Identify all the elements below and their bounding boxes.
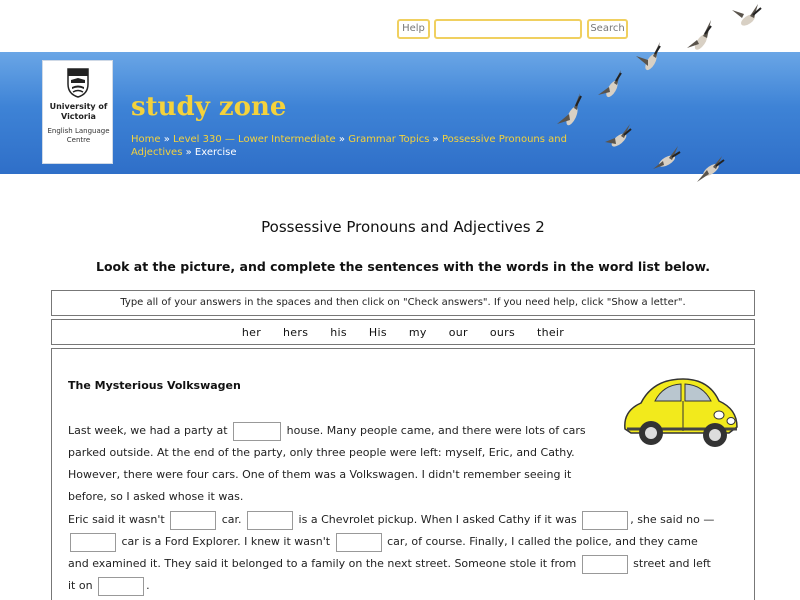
top-toolbar [0,0,800,52]
exercise-paragraph-2 [68,509,718,597]
goose-image [683,18,719,60]
goose-image [650,143,684,175]
volkswagen-beetle-image [619,371,741,451]
word-list-item: my [408,325,427,339]
breadcrumb-home[interactable]: Home [131,134,161,145]
logo-centre-name: English Language Centre [47,127,110,144]
page-title: Possessive Pronouns and Adjectives 2 [261,218,545,236]
sentence-text: car. [221,513,242,526]
sentence-text: Eric said it wasn't [68,513,165,526]
word-list-item: hers [283,325,309,339]
sentence-text: . [146,579,150,592]
sentence-text: is a Chevrolet pickup. When I asked Cathy if it was [298,513,577,526]
word-list-item: ours [489,325,515,339]
breadcrumb-level[interactable]: Level 330 — Lower Intermediate [173,134,336,145]
goose-image [554,90,590,134]
word-list-item: our [448,325,468,339]
goose-image [634,40,668,80]
word-list-item: His [368,325,387,339]
help-button[interactable]: Help [397,19,430,39]
sentence-text: car is a Ford Explorer. I knew it wasn't [121,535,331,548]
sentence-text: car, of course. Finally, I called the police, and they came and examined it. They said it belonged to a family on the next street. Someone stole it from [68,535,698,570]
goose-image [596,67,628,107]
breadcrumb-separator: » [185,147,192,158]
logo-university-name: University of Victoria [49,102,108,121]
university-logo[interactable] [42,60,113,164]
sentence-text: house. Many people came, and there were lots of cars parked outside. At the end of the party, only three people were left: myself, Eric, and Cathy. However, there were four cars. One of them was a Volkswagen. I didn't remember seeing it before, so I asked whose it was. [68,424,586,503]
breadcrumb-current: Exercise [194,147,237,158]
sentence-text: Last week, we had a party at [68,424,228,437]
word-list-item: his [330,325,347,339]
breadcrumb-topic[interactable]: Possessive Pronouns and Adjectives [131,134,567,158]
shield-crest-icon [67,68,89,98]
breadcrumb-separator: » [163,134,170,145]
word-list-item: their [536,325,565,339]
page-subtitle: Look at the picture, and complete the sentences with the words in the word list below. [95,259,711,274]
answer-blank-5[interactable] [70,533,116,552]
answer-blank-7[interactable] [582,555,628,574]
answer-blank-4[interactable] [582,511,628,530]
site-brand: study zone [131,92,287,122]
breadcrumb-grammar-topics[interactable]: Grammar Topics [348,134,430,145]
exercise-panel [51,348,755,600]
search-input[interactable] [434,19,582,39]
search-button[interactable]: Search [587,19,628,39]
answer-blank-1[interactable] [233,422,281,441]
instructions-box: Type all of your answers in the spaces and then click on "Check answers". If you need help, click "Show a letter". [51,290,755,316]
goose-image [602,120,636,156]
answer-blank-6[interactable] [336,533,382,552]
breadcrumb-separator: » [432,134,439,145]
goose-image [728,2,764,36]
exercise-title: The Mysterious Volkswagen [68,379,241,392]
answer-blank-8[interactable] [98,577,144,596]
exercise-paragraph-1 [68,420,608,508]
sentence-text: , she said no — [630,513,715,526]
word-list-item: her [241,325,262,339]
goose-image [694,152,728,186]
word-list [51,319,755,345]
answer-blank-2[interactable] [170,511,216,530]
answer-blank-3[interactable] [247,511,293,530]
breadcrumb [131,133,571,159]
breadcrumb-separator: » [338,134,346,145]
sentence-text: street and left it on [68,557,711,592]
